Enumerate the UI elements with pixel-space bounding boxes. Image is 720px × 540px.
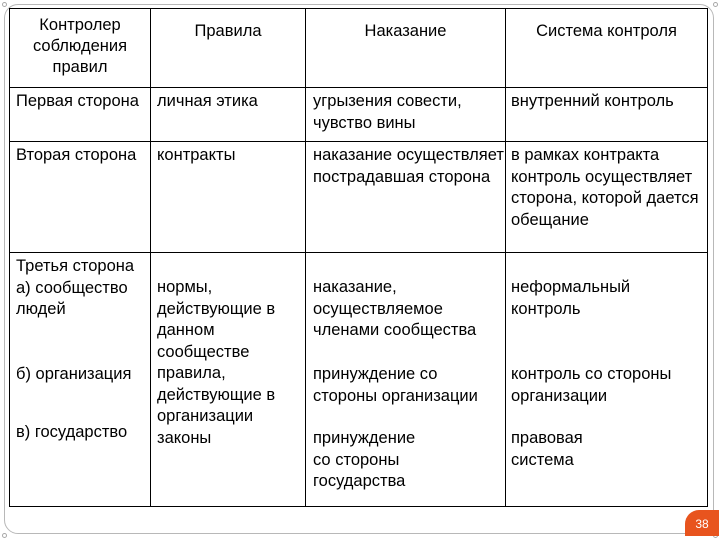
corner-handle-top-right <box>713 2 718 7</box>
cell-punishment-group <box>306 253 506 507</box>
header-control-system: Система контроля <box>506 9 708 88</box>
table-header-row <box>10 9 708 88</box>
rules-community: нормы, действующие в данном сообществе <box>157 278 276 361</box>
header-punishment: Наказание <box>306 9 506 88</box>
cell-control-system: внутренний контроль <box>506 88 708 142</box>
header-controller: Контролер соблюдения правил <box>10 9 151 88</box>
control-organization: контроль со стороны организации <box>511 365 672 405</box>
cell-punishment: угрызения совести, чувство вины <box>306 88 506 142</box>
controller-state: в) государство <box>16 422 128 441</box>
controller-third-party: Третья сторона <box>16 257 135 275</box>
rules-state: законы <box>157 428 212 447</box>
rules-table <box>9 8 708 507</box>
control-community: неформальный контроль <box>511 278 631 318</box>
punishment-state: принуждение со стороны государства <box>313 429 416 490</box>
table-row <box>10 253 708 507</box>
punishment-community: наказание, осуществляемое членами сообщества <box>313 278 477 339</box>
page-number-badge: 38 <box>685 510 719 536</box>
cell-control-system-group <box>506 253 708 507</box>
cell-rules: контракты <box>151 142 306 253</box>
cell-rules-group <box>151 253 306 507</box>
cell-controller: Вторая сторона <box>10 142 151 253</box>
corner-handle-top-left <box>2 2 7 7</box>
controller-organization: б) организация <box>16 364 132 383</box>
table-row <box>10 88 708 142</box>
rules-organization: правила, действующие в организации <box>157 364 276 425</box>
punishment-organization: принуждение со стороны организации <box>313 365 478 405</box>
cell-controller: Первая сторона <box>10 88 151 142</box>
cell-punishment: наказание осуществляет пострадавшая сторона <box>306 142 506 253</box>
corner-handle-bottom-left <box>2 533 7 538</box>
cell-rules: личная этика <box>151 88 306 142</box>
cell-control-system: в рамках контракта контроль осуществляет сторона, которой дается обещание <box>506 142 708 253</box>
table-row <box>10 142 708 253</box>
cell-controller-group <box>10 253 151 507</box>
control-state: правовая система <box>511 429 583 469</box>
header-rules: Правила <box>151 9 306 88</box>
controller-community: а) сообщество людей <box>16 278 128 318</box>
